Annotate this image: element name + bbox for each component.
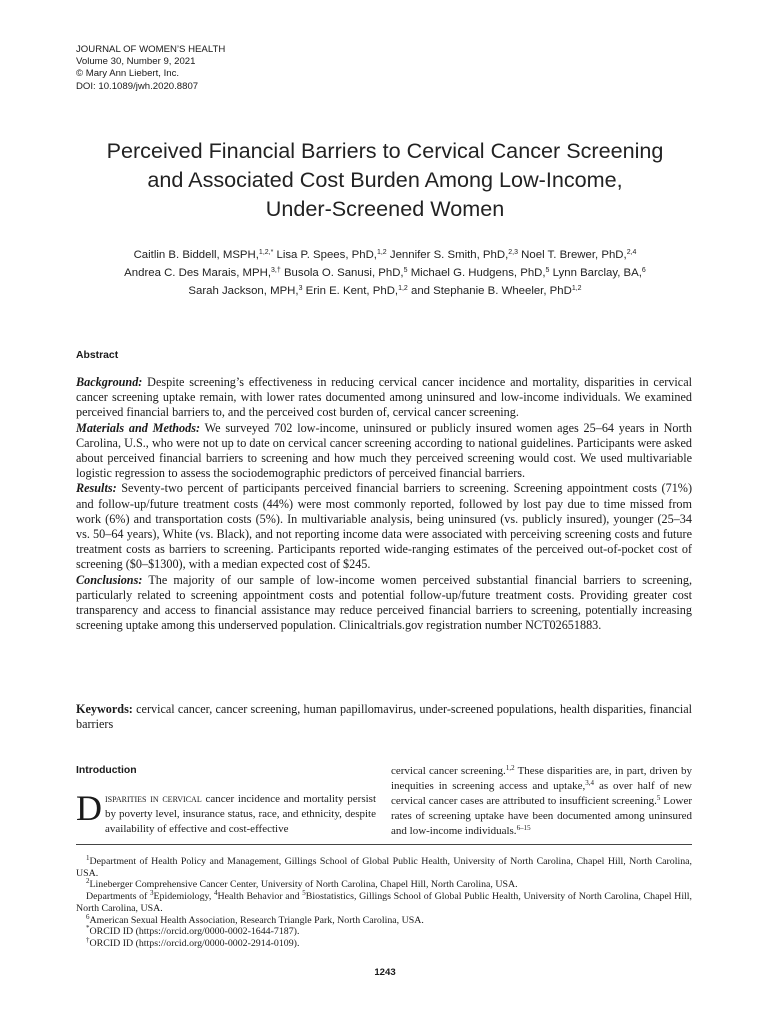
footnote-text: Department of Health Policy and Management, Gillings School of Global Public Health, University of North Carolina, Chapel Hill, North Carolina, USA. — [76, 856, 692, 879]
journal-doi: DOI: 10.1089/jwh.2020.8807 — [76, 80, 199, 92]
author-line — [30, 247, 740, 265]
author-affiliation: 3,† — [271, 266, 281, 274]
author-name: Jennifer S. Smith, PhD, — [389, 249, 509, 261]
footnote-marker: † — [86, 935, 90, 944]
footnote-divider — [76, 844, 692, 845]
author-list — [30, 247, 740, 300]
abstract-heading: Abstract — [76, 350, 119, 361]
intro-right-text: Lower rates of screening uptake have been documented among uninsured and low-income individuals. — [391, 795, 693, 837]
author-name: Noel T. Brewer, PhD, — [521, 249, 627, 261]
keywords-text: cervical cancer, cancer screening, human papillomavirus, under-screened populations, health disparities, financial barriers — [76, 702, 693, 732]
footnote-text: Lineberger Comprehensive Cancer Center, University of North Carolina, Chapel Hill, North Carolina, USA. — [89, 879, 518, 891]
keywords — [76, 702, 692, 732]
footnote-text: Biostatistics, Gillings School of Global Public Health, University of North Carolina, Chapel Hill, North Carolina, USA. — [76, 891, 693, 914]
citation: 3,4 — [585, 779, 594, 787]
title-line: Perceived Financial Barriers to Cervical Cancer Screening — [106, 138, 664, 163]
abstract-methods — [76, 421, 692, 482]
footnote-text: American Sexual Health Association, Research Triangle Park, North Carolina, USA. — [89, 914, 424, 926]
footnote — [76, 891, 692, 914]
journal-volume: Volume 30, Number 9, 2021 — [76, 56, 196, 68]
author-affiliation: 1,2 — [398, 284, 408, 292]
footnote-marker: * — [86, 924, 90, 933]
introduction-right-column — [391, 764, 692, 839]
title-line: and Associated Cost Burden Among Low-Income, — [147, 167, 623, 192]
footnote-text: Epidemiology, — [153, 891, 214, 903]
footnote-text: Health Behavior and — [217, 891, 303, 903]
affiliation-footnotes — [76, 856, 692, 950]
intro-small-caps: isparities in cervical — [105, 793, 202, 805]
author-affiliation: 2,3 — [508, 249, 518, 256]
introduction-heading: Introduction — [76, 765, 137, 776]
citation: 5 — [656, 794, 661, 802]
footnote — [76, 935, 692, 950]
introduction-left-column — [76, 788, 377, 837]
author-name: Andrea C. Des Marais, MPH, — [124, 266, 272, 279]
footnote-marker: 4 — [213, 889, 218, 898]
citation: 6–15 — [516, 824, 531, 832]
author-name: Erin E. Kent, PhD, — [305, 284, 399, 297]
author-affiliation: 1,2,* — [258, 249, 274, 256]
journal-copyright: © Mary Ann Liebert, Inc. — [76, 68, 180, 80]
journal-name: JOURNAL OF WOMEN’S HEALTH — [76, 44, 226, 55]
author-affiliation: 1,2 — [571, 284, 582, 292]
abstract-results-label: Results: — [76, 481, 117, 496]
author-line — [30, 265, 740, 283]
author-name: Caitlin B. Biddell, MSPH, — [133, 249, 259, 261]
footnote-marker: 2 — [86, 877, 90, 886]
author-name: Lisa P. Spees, PhD, — [276, 249, 377, 261]
abstract-background-label: Background: — [76, 375, 143, 389]
abstract-results — [76, 481, 692, 572]
title-line: Under-Screened Women — [265, 196, 505, 221]
footnote-marker: 5 — [302, 889, 306, 898]
abstract-conclusions-text: The majority of our sample of low-income women perceived substantial financial barriers to screening, particularly related to screening appointment costs and potential follow-up/future treatment costs. Providing greater cost transparency and access to financial assistance may reduce perceived financial barriers to screening, potentially increasing screening uptake among this underserved population. Clinicaltrials.gov registration number NCT02651883. — [76, 572, 692, 633]
keywords-label: Keywords: — [76, 702, 133, 716]
intro-right-text: as over half of new cervical cancer cases are attributed to insufficient screening. — [391, 780, 692, 807]
abstract-background-text: Despite screening’s effectiveness in reducing cervical cancer incidence and mortality, disparities in cervical cancer screening uptake remain, with lower rates documented among uninsured and low-income individuals. We examined perceived financial barriers to, and the perceived cost burden of, cervical cancer screening. — [76, 375, 692, 420]
abstract-methods-text: We surveyed 702 low-income, uninsured or publicly insured women ages 25–64 years in North Carolina, U.S., who were not up to date on cervical cancer screening according to national guidelines. Participants were asked about perceived financial barriers to screening and how much they perceived screening would cost. We used multivariable logistic regression to assess the sociodemographic predictors of perceived financial barriers. — [76, 420, 693, 481]
orcid-link[interactable]: ORCID ID (https://orcid.org/0000-0002-2914-0109). — [89, 937, 300, 949]
author-name: Busola O. Sanusi, PhD, — [283, 266, 404, 279]
author-name: Sarah Jackson, MPH, — [188, 284, 299, 297]
orcid-link[interactable]: ORCID ID (https://orcid.org/0000-0002-1644-7187). — [89, 926, 300, 938]
author-line — [30, 283, 740, 301]
footnote-text: Departments of — [86, 891, 151, 903]
footnote-marker: 3 — [150, 889, 154, 898]
abstract-body — [76, 375, 692, 633]
footnote — [76, 879, 692, 891]
footnote — [76, 856, 692, 879]
drop-cap: D — [76, 788, 102, 828]
abstract-conclusions-label: Conclusions: — [76, 572, 143, 587]
author-affiliation: 1,2 — [376, 249, 387, 256]
journal-header — [76, 44, 225, 93]
article-title — [40, 136, 730, 223]
intro-right-text: cervical cancer screening. — [391, 765, 506, 777]
author-affiliation: 6 — [641, 266, 646, 274]
abstract-conclusions — [76, 573, 692, 634]
abstract-methods-label: Materials and Methods: — [76, 420, 201, 435]
author-name: and Stephanie B. Wheeler, PhD — [411, 284, 572, 297]
intro-left-text: cancer incidence and mortality persist by poverty level, insurance status, race, and ethnicity, despite availability of effective and cost-effective — [105, 793, 377, 835]
author-name: Lynn Barclay, BA, — [552, 266, 642, 279]
footnote-marker: 6 — [86, 912, 90, 921]
intro-right-text: These disparities are, in part, driven by inequities in screening access and uptake, — [391, 765, 692, 792]
footnote — [76, 926, 692, 938]
abstract-background — [76, 375, 692, 421]
footnote — [76, 912, 692, 927]
author-affiliation: 5 — [545, 266, 550, 274]
author-affiliation: 2,4 — [626, 249, 637, 256]
author-affiliation: 5 — [403, 266, 408, 274]
citation: 1,2 — [505, 764, 515, 772]
author-affiliation: 3 — [298, 284, 303, 292]
author-name: Michael G. Hudgens, PhD, — [410, 266, 546, 279]
footnote-marker: 1 — [86, 854, 90, 862]
abstract-results-text: Seventy-two percent of participants perceived financial barriers to screening. Screening appointment costs (71%) and follow-up/future treatment costs (44%) were most commonly reported, followed by lost pay due to time missed from work (6%) and transportation costs (5%). In multivariable analysis, being uninsured (vs. publicly insured), younger (25–34 vs. 50–64 years), White (vs. Black), and not reporting income data were associated with perceiving screening costs and future treatment costs as barriers to screening. Participants reported wide-ranging estimates of the perceived out-of-pocket cost of screening ($0–$1300), with a median expected cost of $245. — [76, 481, 693, 572]
page-number: 1243 — [374, 967, 396, 978]
